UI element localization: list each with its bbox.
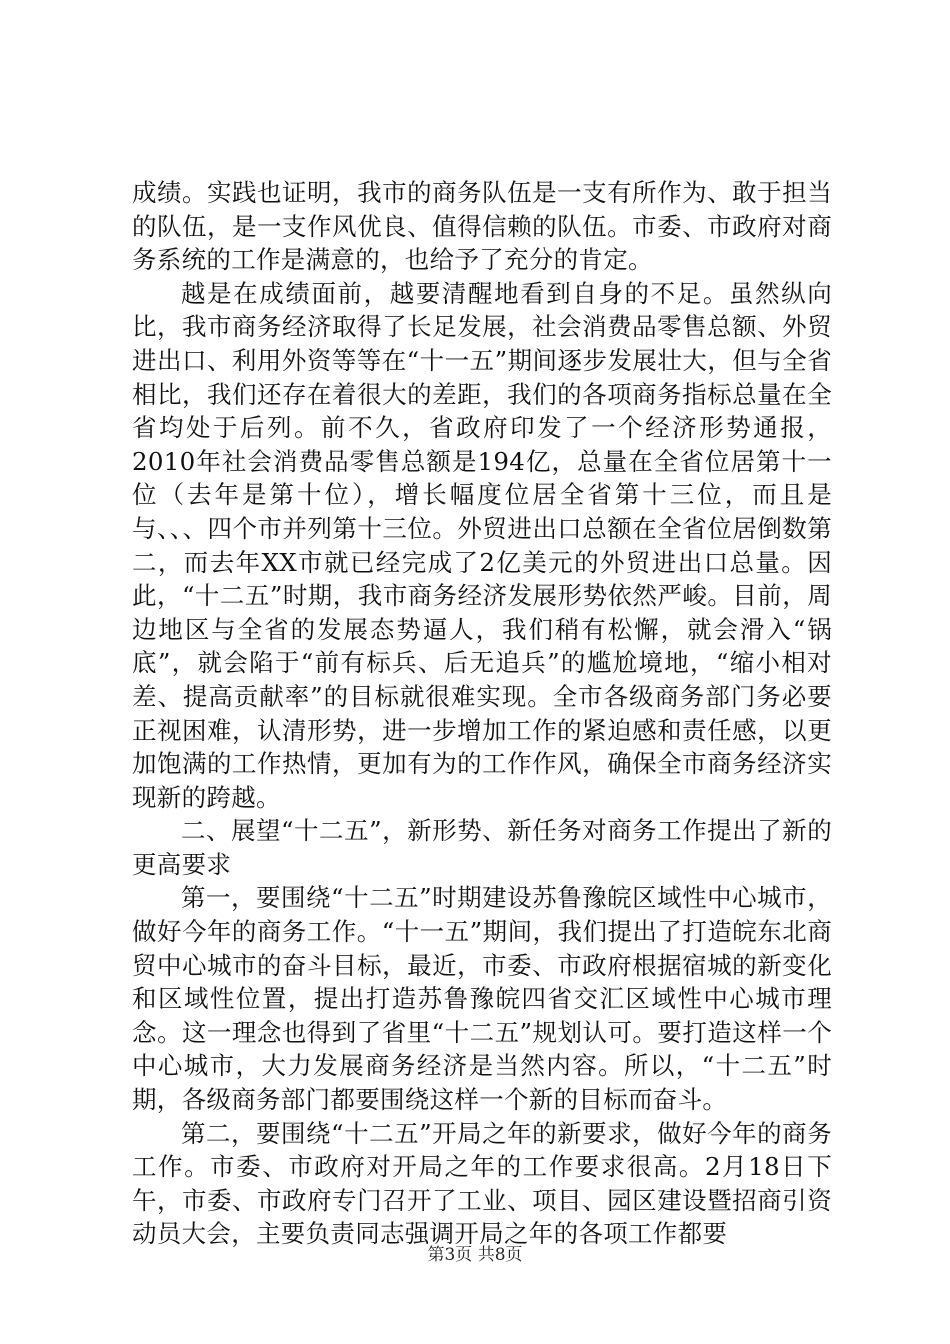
paragraph-4: 第二，要围绕“十二五”开局之年的新要求，做好今年的商务工作。市委、市政府对开局之年的工作要求很高。2月18日下午，市委、市政府专门召开了工业、项目、园区建设暨招商引资动员大会，主要负责同志强调开局之年的各项工作都要 (132, 1118, 832, 1249)
paragraph-1: 成绩。实践也证明，我市的商务队伍是一支有所作为、敢于担当的队伍，是一支作风优良、值得信赖的队伍。市委、市政府对商务系统的工作是满意的，也给予了充分的肯定。 (132, 178, 832, 275)
paragraph-3: 第一，要围绕“十二五”时期建设苏鲁豫皖区域性中心城市，做好今年的商务工作。“十一五”期间，我们提出了打造皖东北商贸中心城市的奋斗目标，最近，市委、市政府根据宿城的新变化和区域性位置，提出打造苏鲁豫皖四省交汇区域性中心城市理念。这一理念也得到了省里“十二五”规划认可。要打造这样一个中心城市，大力发展商务经济是当然内容。所以，“十二五”时期，各级商务部门都要围绕这样一个新的目标而奋斗。 (132, 883, 832, 1115)
section-heading: 二、展望“十二五”，新形势、新任务对商务工作提出了新的更高要求 (132, 816, 832, 879)
body-text (132, 176, 832, 1251)
page-footer: 第3页 共8页 (427, 1245, 523, 1265)
paragraph-2: 越是在成绩面前，越要清醒地看到自身的不足。虽然纵向比，我市商务经济取得了长足发展，社会消费品零售总额、外贸进出口、利用外资等等在“十一五”期间逐步发展壮大，但与全省相比，我们还存在着很大的差距，我们的各项商务指标总量在全省均处于后列。前不久，省政府印发了一个经济形势通报，2010年社会消费品零售总额是194亿，总量在全省位居第十一位（去年是第十位），增长幅度位居全省第十三位，而且是与、、、四个市并列第十三位。外贸进出口总额在全省位居倒数第二，而去年XX市就已经完成了2亿美元的外贸进出口总量。因此，“十二五”时期，我市商务经济发展形势依然严峻。目前，周边地区与全省的发展态势逼人，我们稍有松懈，就会滑入“锅底”，就会陷于“前有标兵、后无追兵”的尴尬境地，“缩小相对差、提高贡献率”的目标就很难实现。全市各级商务部门务必要正视困难，认清形势，进一步增加工作的紧迫感和责任感，以更加饱满的工作热情，更加有为的工作作风，确保全市商务经济实现新的跨越。 (132, 278, 832, 812)
